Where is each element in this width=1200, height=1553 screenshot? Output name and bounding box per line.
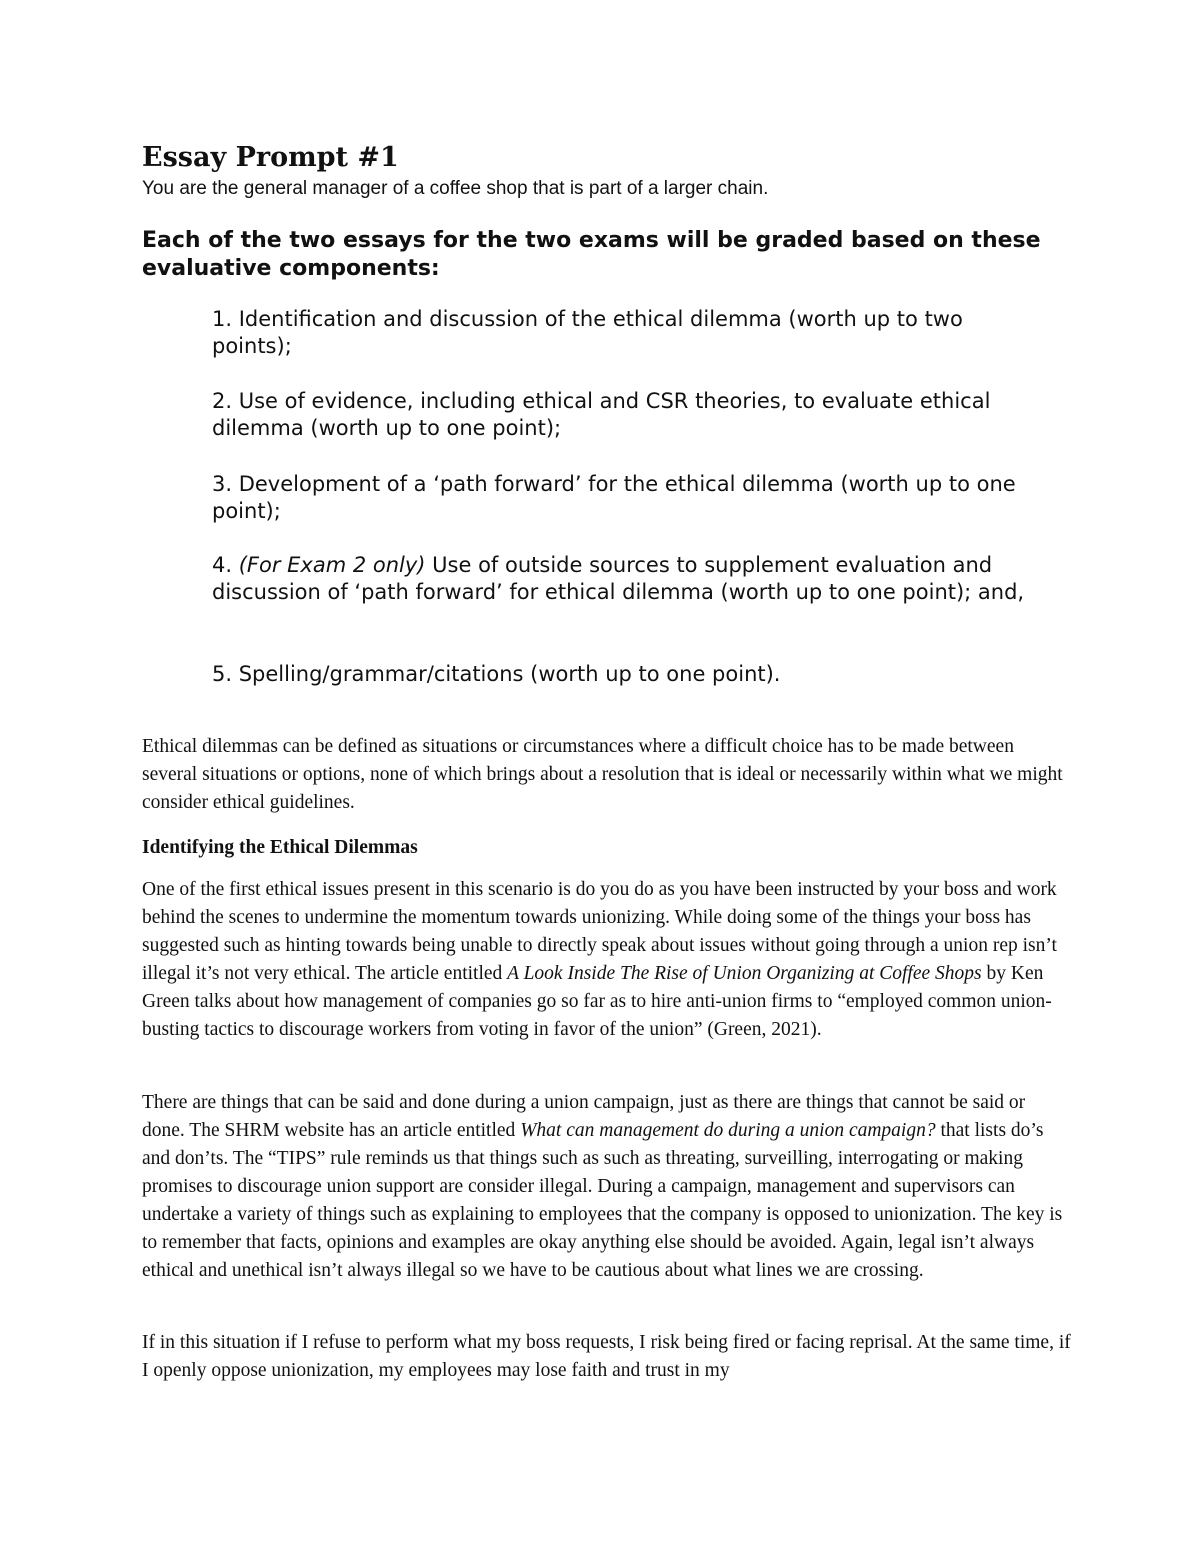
- paragraph-2-text-a: There are things that can be said and done during a union campaign, just as there are things that cannot be said or done. The SHRM website has an article entitled: [142, 1092, 1026, 1141]
- grading-heading: Each of the two essays for the two exams will be graded based on these evaluative components:: [142, 228, 1041, 281]
- body-paragraph-2: [142, 1089, 1072, 1285]
- body-paragraph-1: [142, 876, 1072, 1044]
- criterion-4-number: 4.: [212, 553, 239, 577]
- criterion-4-emphasis: (For Exam 2 only): [238, 553, 426, 577]
- criterion-4-text: Use of outside sources to supplement evaluation and discussion of ‘path forward’ for ethical dilemma (worth up to one point); and,: [212, 553, 1025, 604]
- criterion-1: 1. Identification and discussion of the ethical dilemma (worth up to two points);: [212, 307, 963, 358]
- article-title-shrm: What can management do during a union campaign?: [520, 1120, 936, 1141]
- paragraph-2-text-b: that lists do’s and don’ts. The “TIPS” rule reminds us that things such as such as threating, surveilling, interrogating or making promises to discourage union support are consider illegal. During a campaign, management and supervisors can undertake a variety of things such as explaining to employees that the company is opposed to unionization. The key is to remember that facts, opinions and examples are okay anything else should be avoided. Again, legal isn’t always ethical and unethical isn’t always illegal so we have to be cautious about what lines we are crossing.: [142, 1120, 1063, 1281]
- body-paragraph-3: If in this situation if I refuse to perform what my boss requests, I risk being fired or facing reprisal. At the same time, if I openly oppose unionization, my employees may lose faith and trust in my: [142, 1332, 1071, 1381]
- criterion-5: 5. Spelling/grammar/citations (worth up to one point).: [212, 662, 781, 686]
- essay-title: Essay Prompt #1: [142, 142, 399, 173]
- evaluation-criteria-list: [212, 306, 1032, 691]
- definition-paragraph: Ethical dilemmas can be defined as situations or circumstances where a difficult choice has to be made between several situations or options, none of which brings about a resolution that is ideal or necessarily within what we might consider ethical guidelines.: [142, 736, 1063, 813]
- paragraph-1-text-a: One of the first ethical issues present in this scenario is do you do as you have been instructed by your boss and work behind the scenes to undermine the momentum towards unionizing. While doing some of the things your boss has suggested such as hinting towards being unable to directly speak about issues without going through a union rep isn’t illegal it’s not very ethical. The article entitled: [142, 879, 1057, 984]
- section-heading: Identifying the Ethical Dilemmas: [142, 837, 418, 858]
- criterion-3: 3. Development of a ‘path forward’ for the ethical dilemma (worth up to one point);: [212, 472, 1016, 523]
- article-title-green: A Look Inside The Rise of Union Organizing at Coffee Shops: [507, 963, 982, 984]
- criterion-4: [212, 552, 1032, 661]
- paragraph-1-text-b: by Ken Green talks about how management of companies go so far as to hire anti-union firms to “employed common union-busting tactics to discourage workers from voting in favor of the union” (Green, 2021).: [142, 963, 1052, 1040]
- criterion-2: 2. Use of evidence, including ethical and CSR theories, to evaluate ethical dilemma (worth up to one point);: [212, 389, 991, 440]
- scenario-intro: You are the general manager of a coffee shop that is part of a larger chain.: [142, 178, 769, 199]
